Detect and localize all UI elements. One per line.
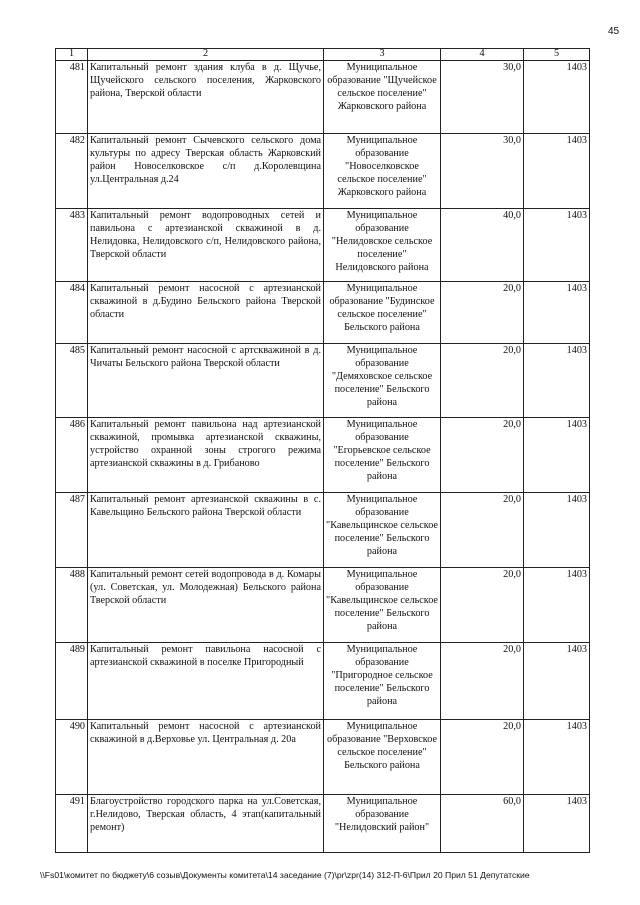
row-recipient: Муниципальное образование "Нелидовский район" bbox=[324, 794, 441, 852]
row-number: 484 bbox=[56, 281, 88, 343]
row-amount: 30,0 bbox=[441, 60, 524, 133]
table-header-row bbox=[56, 49, 590, 61]
row-recipient: Муниципальное образование "Щучейское сельское поселение" Жарковского района bbox=[324, 60, 441, 133]
row-recipient: Муниципальное образование "Нелидовское сельское поселение" Нелидовского района bbox=[324, 208, 441, 281]
row-code: 1403 bbox=[524, 567, 590, 642]
row-code: 1403 bbox=[524, 60, 590, 133]
row-description: Капитальный ремонт здания клуба в д. Щучье, Щучейского сельского поселения, Жарковского района, Тверской области bbox=[88, 60, 324, 133]
row-amount: 30,0 bbox=[441, 133, 524, 208]
row-description: Капитальный ремонт сетей водопровода в д. Комары (ул. Советская, ул. Молодежная) Бельского района Тверской области bbox=[88, 567, 324, 642]
table-row bbox=[56, 343, 590, 417]
row-recipient: Муниципальное образование "Верховское сельское поселение" Бельского района bbox=[324, 719, 441, 794]
row-number: 485 bbox=[56, 343, 88, 417]
column-header-number: 1 bbox=[56, 49, 88, 61]
row-amount: 20,0 bbox=[441, 492, 524, 567]
row-description: Благоустройство городского парка на ул.Советская, г.Нелидово, Тверская область, 4 этап(капитальный ремонт) bbox=[88, 794, 324, 852]
row-number: 489 bbox=[56, 642, 88, 719]
page-number: 45 bbox=[608, 26, 620, 37]
row-code: 1403 bbox=[524, 133, 590, 208]
row-recipient: Муниципальное образование "Демяховское сельское поселение" Бельского района bbox=[324, 343, 441, 417]
row-amount: 40,0 bbox=[441, 208, 524, 281]
row-code: 1403 bbox=[524, 343, 590, 417]
row-recipient: Муниципальное образование "Новоселковское сельское поселение" Жарковского района bbox=[324, 133, 441, 208]
row-description: Капитальный ремонт павильона насосной с артезианской скважиной в поселке Пригородный bbox=[88, 642, 324, 719]
file-path-footer: \\Fs01\комитет по бюджету\6 созыв\Документы комитета\14 заседание (7)\pr\zpr(14) 312-П-6\Прил 20 Прил 51 Депутатские bbox=[40, 870, 530, 880]
row-code: 1403 bbox=[524, 208, 590, 281]
row-recipient: Муниципальное образование "Кавельщинское сельское поселение" Бельского района bbox=[324, 492, 441, 567]
table-row bbox=[56, 642, 590, 719]
row-number: 490 bbox=[56, 719, 88, 794]
table-row bbox=[56, 60, 590, 133]
appropriations-table bbox=[55, 48, 590, 853]
row-number: 487 bbox=[56, 492, 88, 567]
column-header-code: 5 bbox=[524, 49, 590, 61]
row-number: 486 bbox=[56, 417, 88, 492]
row-number: 483 bbox=[56, 208, 88, 281]
row-amount: 20,0 bbox=[441, 642, 524, 719]
row-amount: 20,0 bbox=[441, 567, 524, 642]
table-row bbox=[56, 794, 590, 852]
column-header-recipient: 3 bbox=[324, 49, 441, 61]
row-number: 481 bbox=[56, 60, 88, 133]
row-amount: 20,0 bbox=[441, 417, 524, 492]
row-amount: 60,0 bbox=[441, 794, 524, 852]
row-number: 488 bbox=[56, 567, 88, 642]
table-row bbox=[56, 208, 590, 281]
row-description: Капитальный ремонт насосной с артезианской скважиной в д.Верховье ул. Центральная д. 20а bbox=[88, 719, 324, 794]
row-recipient: Муниципальное образование "Егорьевское сельское поселение" Бельского района bbox=[324, 417, 441, 492]
row-code: 1403 bbox=[524, 719, 590, 794]
row-code: 1403 bbox=[524, 492, 590, 567]
column-header-amount: 4 bbox=[441, 49, 524, 61]
row-description: Капитальный ремонт насосной с артезианской скважиной в д.Будино Бельского района Тверской области bbox=[88, 281, 324, 343]
table-row bbox=[56, 567, 590, 642]
table-row bbox=[56, 133, 590, 208]
row-amount: 20,0 bbox=[441, 281, 524, 343]
row-recipient: Муниципальное образование "Пригородное сельское поселение" Бельского района bbox=[324, 642, 441, 719]
row-number: 491 bbox=[56, 794, 88, 852]
row-amount: 20,0 bbox=[441, 719, 524, 794]
row-description: Капитальный ремонт насосной с артскважиной в д. Чичаты Бельского района Тверской области bbox=[88, 343, 324, 417]
row-recipient: Муниципальное образование "Кавельщинское сельское поселение" Бельского района bbox=[324, 567, 441, 642]
row-description: Капитальный ремонт водопроводных сетей и павильона с артезианской скважиной в д. Нелидовка, Нелидовского с/п, Нелидовского района, Тверской области bbox=[88, 208, 324, 281]
row-recipient: Муниципальное образование "Будинское сельское поселение" Бельского района bbox=[324, 281, 441, 343]
column-header-description: 2 bbox=[88, 49, 324, 61]
row-code: 1403 bbox=[524, 417, 590, 492]
row-number: 482 bbox=[56, 133, 88, 208]
row-code: 1403 bbox=[524, 794, 590, 852]
row-code: 1403 bbox=[524, 642, 590, 719]
row-description: Капитальный ремонт артезианской скважины в с. Кавельщино Бельского района Тверской области bbox=[88, 492, 324, 567]
row-amount: 20,0 bbox=[441, 343, 524, 417]
table-row bbox=[56, 417, 590, 492]
row-description: Капитальный ремонт павильона над артезианской скважиной, промывка артезианской скважины, устройство охранной зоны строгого режима артезианской скважины в д. Грибаново bbox=[88, 417, 324, 492]
row-code: 1403 bbox=[524, 281, 590, 343]
row-description: Капитальный ремонт Сычевского сельского дома культуры по адресу Тверская область Жарковский район Новоселковское с/п д.Королевщина ул.Центральная д.24 bbox=[88, 133, 324, 208]
table-row bbox=[56, 719, 590, 794]
table-row bbox=[56, 281, 590, 343]
table-row bbox=[56, 492, 590, 567]
